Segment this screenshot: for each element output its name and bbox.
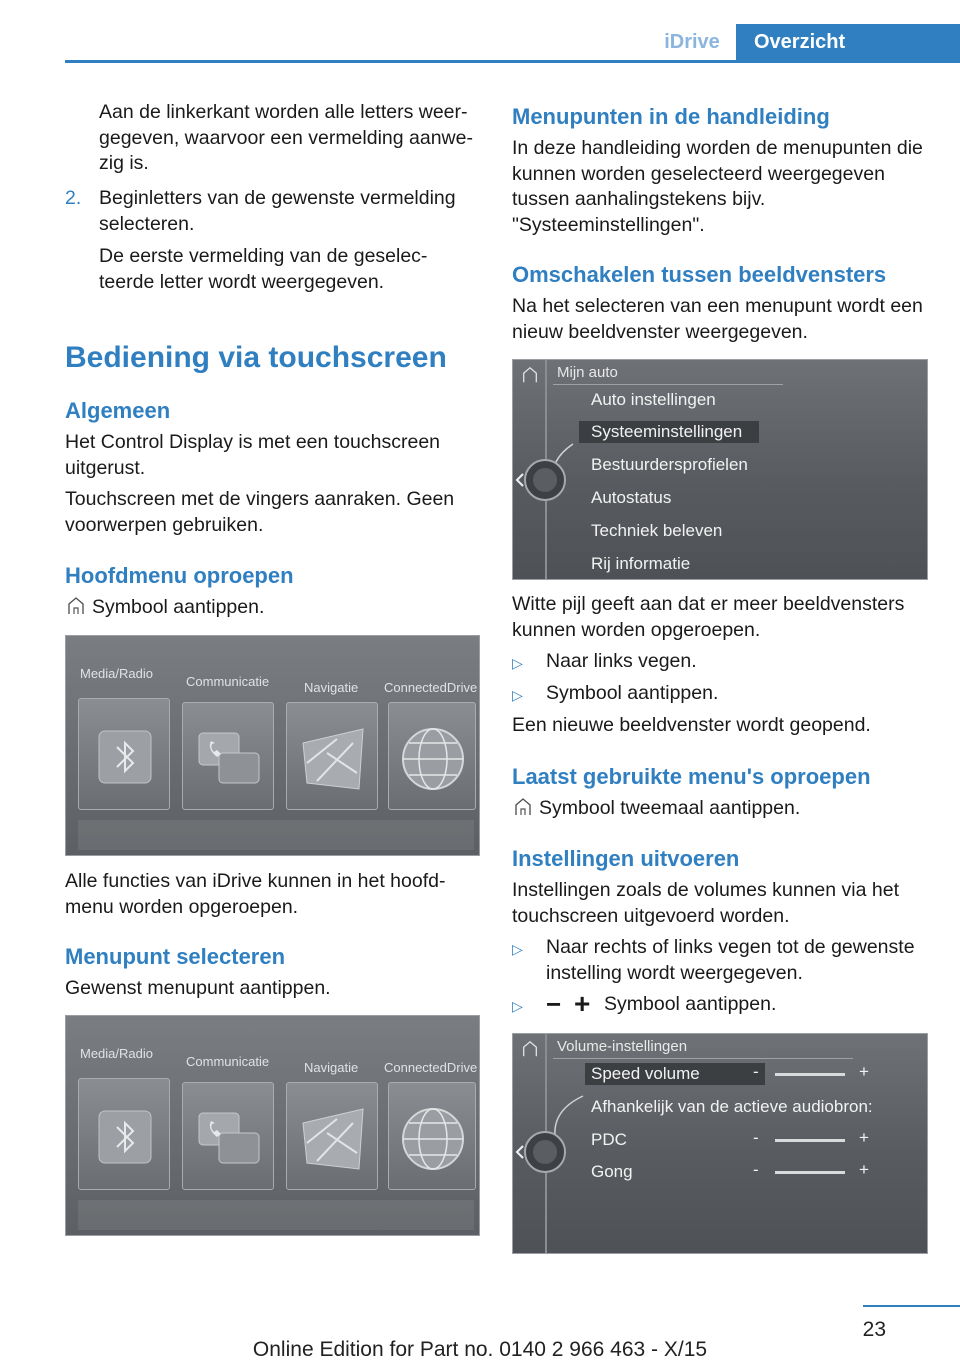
map-icon [297,1103,369,1175]
tile-label-communicatie: Communicatie [186,1054,270,1069]
minus-symbol-icon: − [546,989,562,1019]
heading-laatst: Laatst gebruikte menu's oproepen [512,764,871,789]
menu-item-systeeminstellingen[interactable]: Systeeminstellingen [591,422,743,441]
paragraph-instellingen: Instellingen zoals de volumes kunnen via het touchscreen uitgevoerd worden. [512,879,899,927]
paragraph-omschakelen: Na het selecteren van een menupunt wordt een nieuw beeldvenster weergegeven. [512,295,923,343]
tile-label-media: Media/Radio [80,666,153,681]
tile-label-connecteddrive: ConnectedDrive [384,1060,478,1075]
tile-reflection [78,820,474,850]
step-number: 2. [65,187,82,209]
title-rule [553,1058,853,1059]
mijn-auto-screenshot [512,359,928,580]
menu-item-bestuurdersprofielen[interactable]: Bestuurdersprofielen [591,455,748,474]
gong-plus-button[interactable]: + [859,1160,869,1179]
tile-navigatie [286,1082,378,1190]
heading-instellingen: Instellingen uitvoeren [512,846,740,871]
screen-title: Mijn auto [557,364,618,381]
pdc-minus-button[interactable]: - [753,1128,759,1147]
home-icon [513,797,533,817]
phone-icon [197,731,261,787]
step-subtext: De eerste vermelding van de geselec‐teerde letter wordt weergegeven. [99,245,428,293]
label-afhankelijk: Afhankelijk van de actieve audiobron: [591,1097,873,1116]
menu-item-techniek-beleven[interactable]: Techniek beleven [591,521,723,540]
step-text: Beginletters van de gewenste vermelding selecteren. [99,187,456,235]
phone-icon [197,1111,261,1167]
tile-communicatie [182,1082,274,1190]
title-rule [553,384,783,385]
paragraph-alle-functies: Alle functies van iDrive kunnen in het hoofd‐menu worden opgeroepen. [65,870,446,918]
tile-label-navigatie: Navigatie [304,1060,359,1075]
footer-rule [863,1305,960,1307]
paragraph-menupunt: Gewenst menupunt aantippen. [65,977,331,999]
tile-media [78,1078,170,1190]
main-menu-screenshot-1 [65,635,480,856]
bullet-naar-links: Naar links vegen. [546,650,697,672]
setting-pdc[interactable]: PDC [591,1130,627,1149]
pdc-plus-button[interactable]: + [859,1128,869,1147]
controller-knob-icon[interactable] [513,1094,603,1174]
heading-hoofdmenu: Hoofdmenu oproepen [65,563,294,588]
paragraph-witte-pijl: Witte pijl geeft aan dat er meer beeldvensters kunnen worden opgeroepen. [512,593,905,641]
globe-icon [399,1105,467,1173]
plus-symbol-icon: + [574,988,591,1019]
home-icon [521,1040,539,1058]
speed-minus-button[interactable]: - [753,1062,759,1081]
tile-label-navigatie: Navigatie [304,680,359,695]
tile-label-communicatie: Communicatie [186,674,270,689]
setting-speed-volume[interactable]: Speed volume [591,1064,700,1083]
gong-slider[interactable] [775,1171,845,1174]
header-tab-idrive: iDrive [664,31,720,53]
bluetooth-icon [97,1109,153,1165]
bullet-symbool: Symbool aantippen. [546,682,719,704]
bullet-vegen: Naar rechts of links vegen tot de gewenste instelling wordt weergegeven. [546,936,915,984]
screen-title: Volume-instellingen [557,1038,688,1055]
tile-label-connecteddrive: ConnectedDrive [384,680,478,695]
pdc-slider[interactable] [775,1139,845,1142]
setting-gong[interactable]: Gong [591,1162,633,1181]
heading-menupunten: Menupunten in de handleiding [512,104,830,129]
header-tab-overzicht: Overzicht [736,24,960,60]
main-menu-screenshot-2 [65,1015,480,1236]
menu-item-rij-informatie[interactable]: Rij informatie [591,554,691,573]
triangle-right-icon: ▷ [512,998,523,1014]
menu-item-autostatus[interactable]: Autostatus [591,488,672,507]
triangle-right-icon: ▷ [512,687,523,703]
controller-knob-icon[interactable] [513,440,603,520]
gong-minus-button[interactable]: - [753,1160,759,1179]
page-number: 23 [862,1318,886,1341]
tile-navigatie [286,702,378,810]
tile-communicatie [182,702,274,810]
tile-connecteddrive [388,1082,476,1190]
triangle-right-icon: ▷ [512,655,523,671]
tile-reflection [78,1200,474,1230]
tile-label-media: Media/Radio [80,1046,153,1061]
heading-algemeen: Algemeen [65,398,171,423]
paragraph-laatst: Symbool tweemaal aantippen. [539,797,801,819]
header-rule [65,60,960,63]
heading-omschakelen: Omschakelen tussen beeldvensters [512,262,887,287]
paragraph-hoofdmenu: Symbool aantippen. [92,596,265,618]
intro-paragraph: Aan de linkerkant worden alle letters weer‐gegeven, waarvoor een vermelding aanwe‐zig is. [99,101,473,174]
heading-menupunt: Menupunt selecteren [65,944,286,969]
footer-edition: Online Edition for Part no. 0140 2 966 463 - X/15 [252,1338,708,1361]
bullet-symbool-plusmin: Symbool aantippen. [604,993,777,1015]
tile-connecteddrive [388,702,476,810]
home-icon [66,596,86,616]
triangle-right-icon: ▷ [512,941,523,957]
globe-icon [399,725,467,793]
home-icon [521,366,539,384]
speed-plus-button[interactable]: + [859,1062,869,1081]
bluetooth-icon [97,729,153,785]
speed-slider[interactable] [775,1073,845,1076]
menu-item-auto-instellingen[interactable]: Auto instellingen [591,390,716,409]
volume-screenshot [512,1033,928,1254]
map-icon [297,723,369,795]
paragraph-algemeen-1: Het Control Display is met een touchscreen uitgerust. [65,431,441,479]
paragraph-nieuw-venster: Een nieuwe beeldvenster wordt geopend. [512,714,871,736]
paragraph-menupunten: In deze handleiding worden de menupunten die kunnen worden geselecteerd weergegeven tussen aanhalingstekens bijv. "Systeeminstellingen". [512,137,923,236]
paragraph-algemeen-2: Touchscreen met de vingers aanraken. Geen voorwerpen gebruiken. [65,488,455,536]
heading-bediening: Bediening via touchscreen [65,341,447,374]
tile-media [78,698,170,810]
